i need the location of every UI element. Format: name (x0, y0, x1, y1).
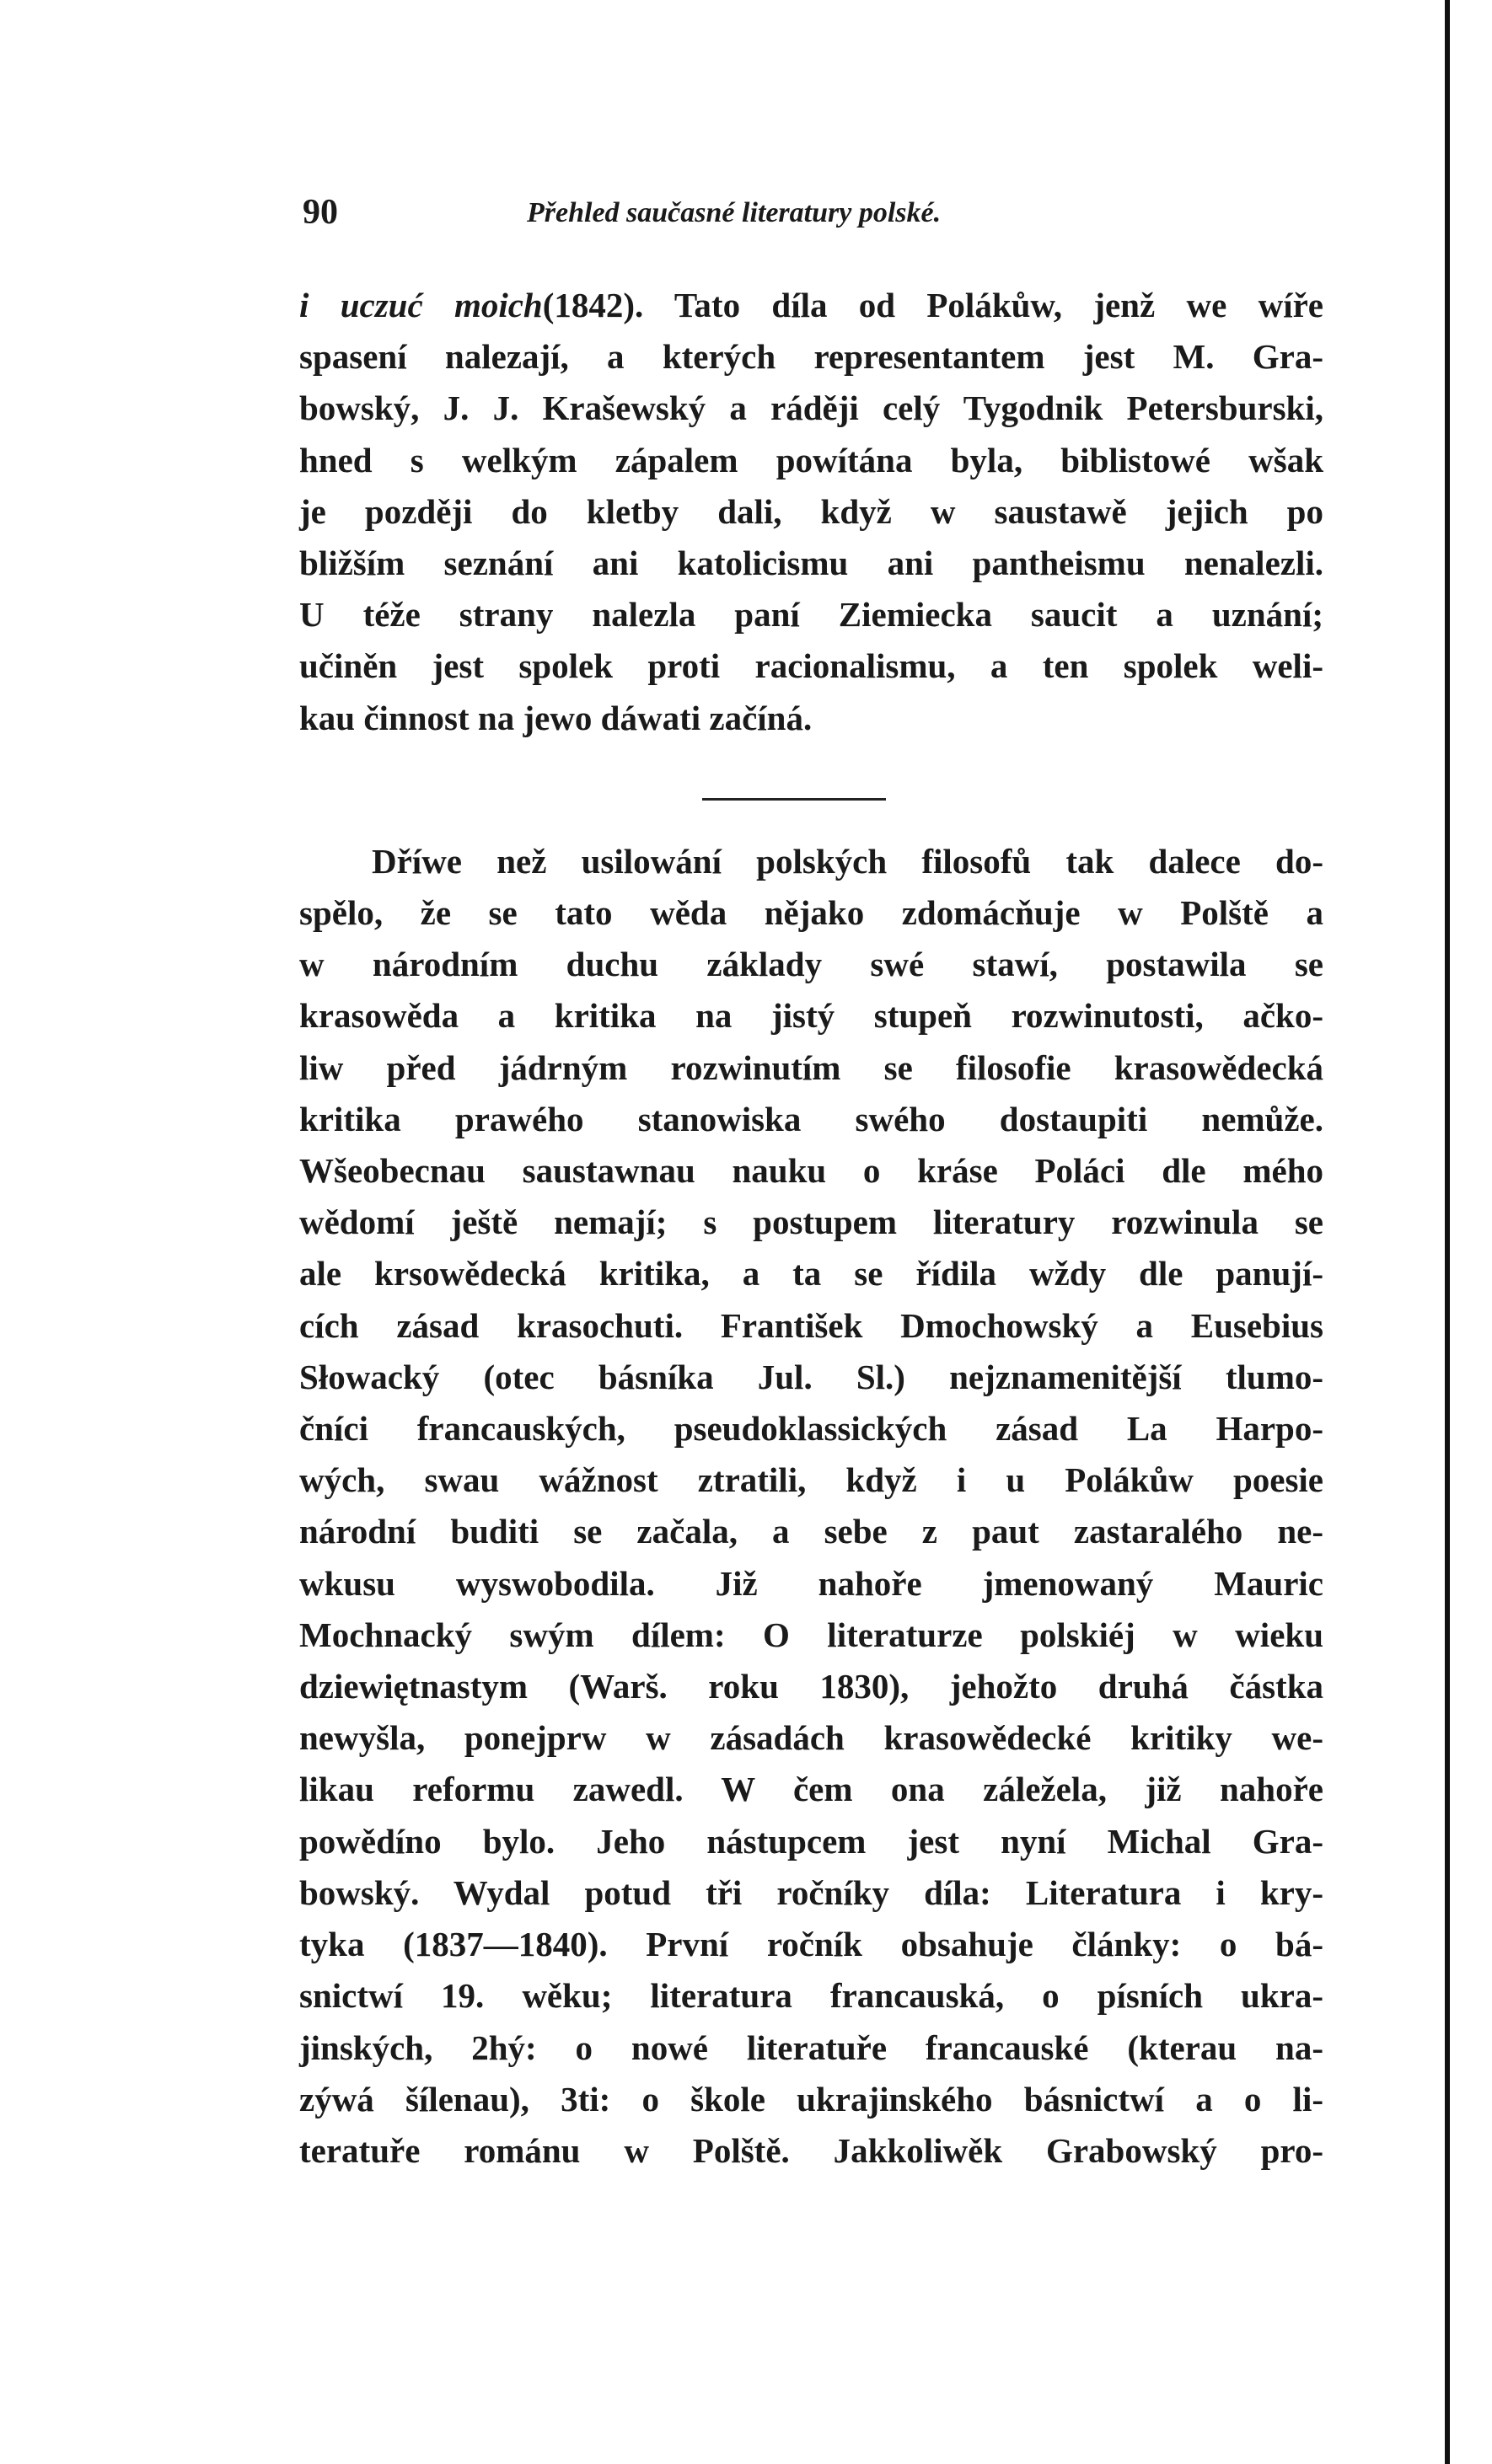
text-line: wkusu wyswobodila. Již nahoře jmenowaný Mauric (299, 1563, 1323, 1603)
text-line: dziewiętnastym (Warš. roku 1830), jehožto druhá částka (299, 1667, 1323, 1706)
text-line: tyka (1837—1840). První ročník obsahuje články: o bá- (299, 1925, 1323, 1964)
text-line: kritika prawého stanowiska swého dostaupiti nemůže. (299, 1099, 1323, 1138)
text-line: kau činnost na jewo dáwati začíná. (299, 698, 813, 737)
text-line: krasowěda a kritika na jistý stupeň rozwinutosti, ačko- (299, 996, 1323, 1036)
running-title: Přehled saučasné literatury polské. (527, 197, 942, 228)
text-line: cích zásad krasochuti. František Dmochowský a Eusebius (299, 1305, 1323, 1345)
text-line: zýwá šílenau), 3ti: o škole ukrajinského básnictwí a o li- (299, 2079, 1323, 2119)
text-line: spělo, že se tato wěda nějako zdomácňuje w Polště a (299, 893, 1323, 933)
text-line: snictwí 19. wěku; literatura francauská, o písních ukra- (299, 1976, 1323, 2016)
text-line: spasení nalezají, a kterých representantem jest M. Gra- (299, 337, 1323, 377)
text-line: hned s welkým zápalem powítána byla, biblistowé wšak (299, 440, 1323, 479)
text-line: bližším seznání ani katolicismu ani pantheismu nenalezli. (299, 544, 1323, 583)
text-line: i uczuć moich(1842). Tato díla od Polákůw, jenž we wíře (299, 286, 1323, 324)
text-line: wědomí ještě nemají; s postupem literatury rozwinula se (299, 1203, 1323, 1242)
text-line: U téže strany nalezla paní Ziemiecka saucit a uznání; (299, 595, 1323, 635)
paragraph-2 (299, 836, 1323, 2177)
text-line: Dříwe než usilowání polských filosofů tak dalece do- (372, 841, 1323, 881)
text-line: Wšeobecnau saustawnau nauku o kráse Poláci dle mého (299, 1151, 1323, 1191)
text-line: čníci francauských, pseudoklassických zásad La Harpo- (299, 1409, 1323, 1449)
text-line: bowský. Wydal potud tři ročníky díla: Literatura i kry- (299, 1872, 1323, 1912)
text-line: ale krsowědecká kritika, a ta se řídila wždy dle panují- (299, 1254, 1323, 1294)
text-line: národní buditi se začala, a sebe z paut zastaralého ne- (299, 1512, 1323, 1551)
text-line: wých, swau wážnost ztratili, když i u Polákůw poesie (299, 1460, 1323, 1500)
text-line: likau reformu zawedl. W čem ona záleželа, již nahoře (299, 1770, 1323, 1809)
page-header (299, 192, 1323, 239)
italic-title: i uczuć moich (299, 286, 543, 324)
text-line: teratuře románu w Polště. Jakkoliwěk Grabowský pro- (299, 2130, 1323, 2170)
text-line: liw před jádrným rozwinutím se filosofie krasowědecká (299, 1047, 1323, 1087)
text-line: powědíno bylo. Jeho nástupcem jest nyní Michal Gra- (299, 1821, 1323, 1861)
book-page (299, 192, 1323, 2177)
text-line: učiněn jest spolek proti racionalismu, a ten spolek weli- (299, 646, 1323, 686)
text-line: je později do kletby dali, když w saustawě jejich po (299, 491, 1323, 531)
text-line: bowský, J. J. Krašewský a ráději celý Tygodnik Petersburski, (299, 388, 1323, 428)
text-line: jinských, 2hý: o nowé literatuře francauské (kterau na- (299, 2027, 1323, 2067)
page-edge-border (1445, 0, 1492, 2464)
text-line: newyšla, ponejprw w zásadách krasowědecké kritiky we- (299, 1718, 1323, 1758)
page-number: 90 (303, 193, 338, 232)
paragraph-1 (299, 280, 1323, 744)
text-line: Mochnacký swým dílem: O literaturze polskiéj w wieku (299, 1615, 1323, 1654)
section-separator-rule (702, 798, 886, 801)
text-line: w národním duchu základy swé stawí, postawila se (299, 945, 1323, 984)
text-line: Słowacký (otec básníka Jul. Sl.) nejznamenitější tlumo- (299, 1357, 1323, 1396)
